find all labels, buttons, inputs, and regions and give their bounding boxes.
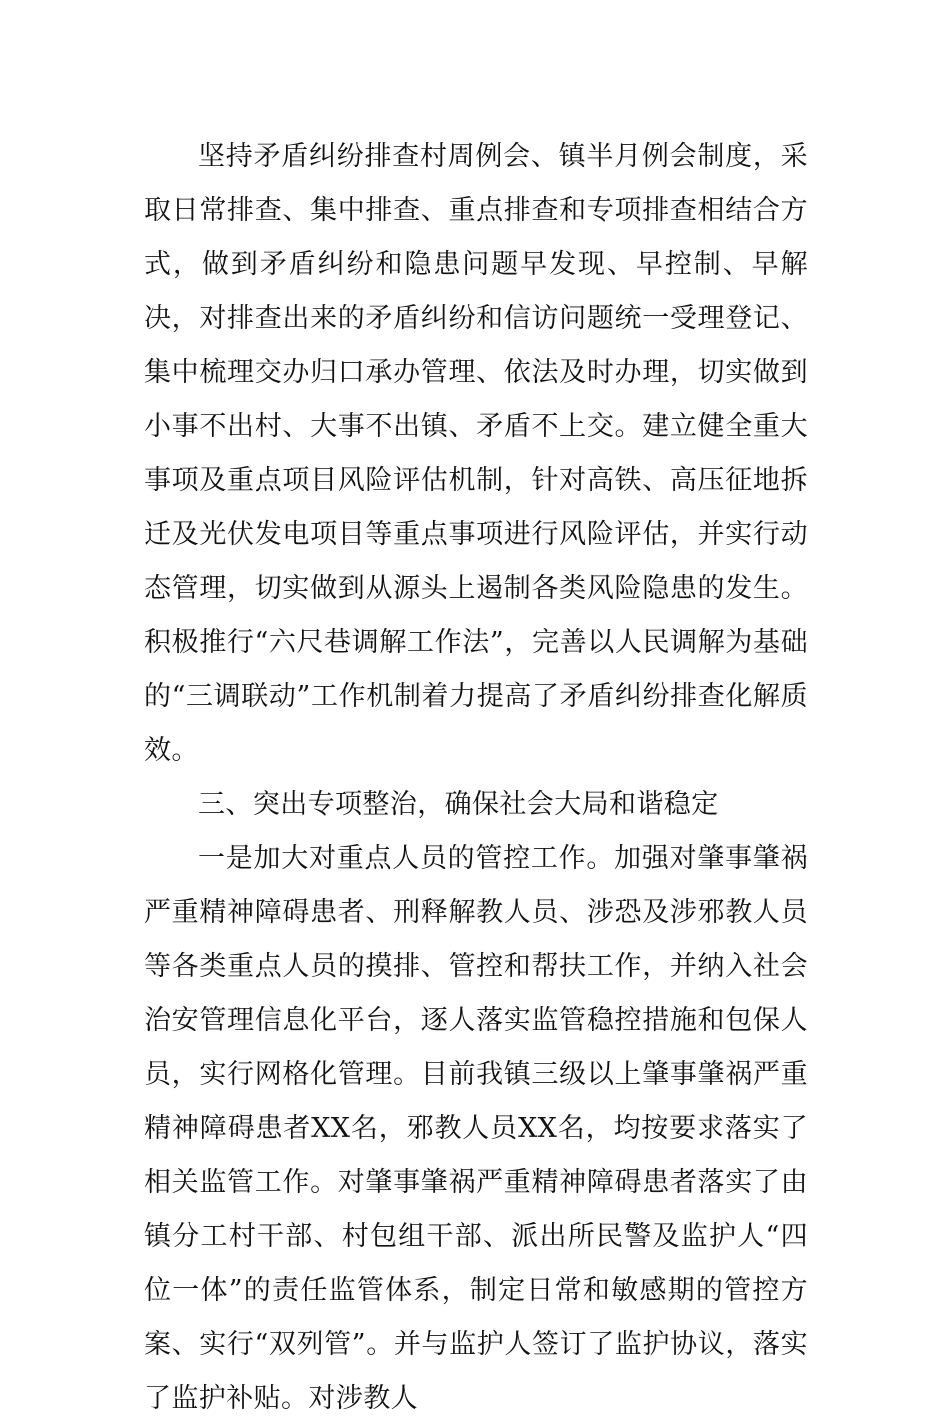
section-heading-special-rectification: 三、突出专项整治，确保社会大局和谐稳定	[198, 789, 719, 820]
document-body	[144, 130, 808, 1426]
paragraph-key-personnel-control: 一是加大对重点人员的管控工作。加强对肇事肇祸严重精神障碍患者、刑释解教人员、涉恐及涉邪教人员等各类重点人员的摸排、管控和帮扶工作，并纳入社会治安管理信息化平台，逐人落实监管稳控措施和包保人员，实行网格化管理。目前我镇三级以上肇事肇祸严重精神障碍患者XX名，邪教人员XX名，均按要求落实了相关监管工作。对肇事肇祸严重精神障碍患者落实了由镇分工村干部、村包组干部、派出所民警及监护人“四位一体”的责任监管体系，制定日常和敏感期的管控方案、实行“双列管”。并与监护人签订了监护协议，落实了监护补贴。对涉教人	[144, 843, 808, 1414]
paragraph-dispute-screening: 坚持矛盾纠纷排查村周例会、镇半月例会制度，采取日常排查、集中排查、重点排查和专项排查相结合方式，做到矛盾纠纷和隐患问题早发现、早控制、早解决，对排查出来的矛盾纠纷和信访问题统一受理登记、集中梳理交办归口承办管理、依法及时办理，切实做到小事不出村、大事不出镇、矛盾不上交。建立健全重大事项及重点项目风险评估机制，针对高铁、高压征地拆迁及光伏发电项目等重点事项进行风险评估，并实行动态管理，切实做到从源头上遏制各类风险隐患的发生。积极推行“六尺巷调解工作法”，完善以人民调解为基础的“三调联动”工作机制着力提高了矛盾纠纷排查化解质效。	[144, 141, 808, 766]
